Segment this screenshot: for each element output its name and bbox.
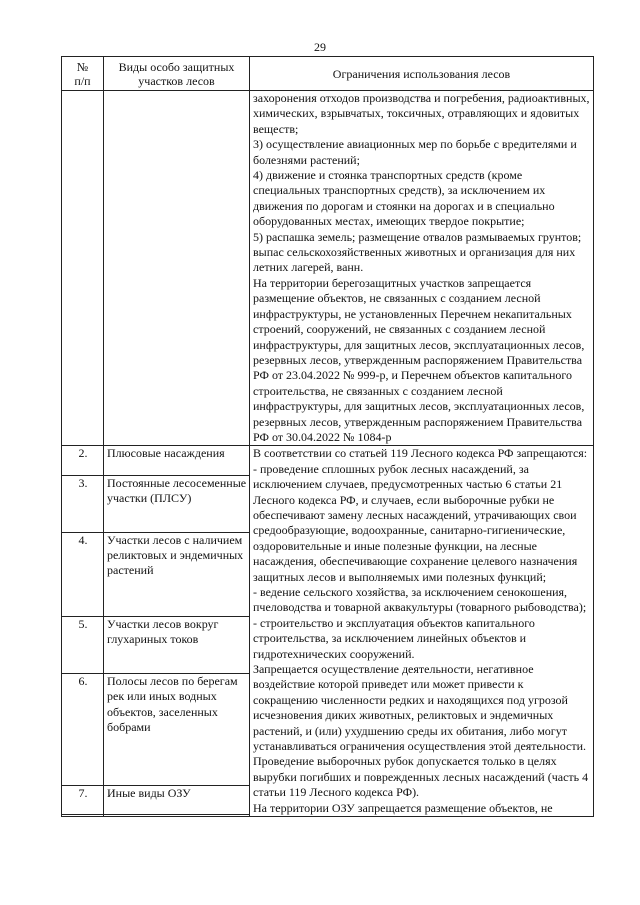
row-area-type: Плюсовые насаждения — [104, 446, 250, 475]
page-number: 29 — [314, 40, 326, 54]
restriction-paragraph: Запрещается осуществление деятельности, негативное воздействие которой приведет или может привести к сокращению численности редких и находящихся под угрозой исчезновения диких животных, реликтовых и эндемичных растений, и (или) ухудшению среды их обитания, либо могут устанавливаться ограничения осуществления этой деятельности. — [253, 662, 587, 754]
restrictions-table — [61, 56, 594, 817]
header-number: № п/п — [62, 57, 104, 91]
cell-type-filler — [104, 815, 250, 817]
header-restrictions: Ограничения использования лесов — [250, 57, 594, 91]
row-number: 3. — [62, 475, 104, 532]
cell-type-empty — [104, 91, 250, 446]
row-number: 2. — [62, 446, 104, 475]
table-header-row — [62, 57, 594, 91]
row-number: 6. — [62, 673, 104, 785]
row-number: 7. — [62, 785, 104, 814]
row-area-type: Иные виды ОЗУ — [104, 785, 250, 814]
restriction-paragraph: - проведение сплошных рубок лесных насаждений, за исключением случаев, предусмотренных частью 6 статьи 21 Лесного кодекса РФ, и случаев, если выборочные рубки не обеспечивают замену лесных насаждений, утрачивающих свои средообразующие, водоохранные, санитарно-гигиенические, оздоровительные и иные полезные функции, на лесные насаждения, обеспечивающие сохранение целевого назначения защитных лесов и выполняемых ими полезных функций; — [253, 461, 578, 584]
restriction-paragraph: 3) осуществление авиационных мер по борьбе с вредителями и болезнями растений; — [253, 137, 577, 167]
restriction-paragraph: На территории ОЗУ запрещается размещение объектов, не — [253, 800, 553, 815]
restriction-paragraph: захоронения отходов производства и погребения, радиоактивных, химических, взрывчатых, токсичных, отравляющих и ядовитых веществ; — [253, 91, 590, 136]
row-area-type: Полосы лесов по берегам рек или иных водных объектов, заселенных бобрами — [104, 673, 250, 785]
restriction-paragraph: - ведение сельского хозяйства, за исключением сенокошения, пчеловодства и товарной аквакультуры (товарного рыбоводства); — [253, 585, 587, 615]
restriction-paragraph: 5) распашка земель; размещение отвалов размываемых грунтов; выпас сельскохозяйственных животных и организация для них летних лагерей, ванн. — [253, 229, 582, 275]
row-number: 5. — [62, 617, 104, 674]
row-number: 4. — [62, 532, 104, 616]
row-area-type: Участки лесов с наличием реликтовых и эндемичных растений — [104, 532, 250, 616]
restriction-paragraph: 4) движение и стоянка транспортных средств (кроме специальных транспортных средств), за исключением их движения по дорогам и стоянки на дорогах и в специально оборудованных местах, имеющих твердое покрытие; — [253, 168, 555, 229]
table-row-continuation — [62, 91, 594, 446]
restriction-paragraph: Проведение выборочных рубок допускается только в целях вырубки погибших и поврежденных лесных насаждений (часть 4 статьи 119 Лесного кодекса РФ). — [253, 754, 589, 800]
restriction-paragraph: На территории берегозащитных участков запрещается размещение объектов, не связанных с созданием лесной инфраструктуры, не установленных Перечнем некапитальных строений, сооружений, не связанных с созданием лесной инфраструктуры, для защитных лесов, эксплуатационных лесов, резервных лесов, утвержденным распоряжением Правительства РФ от 23.04.2022 № 999-р, и Перечнем объектов капитального строительства, не связанных с созданием лесной инфраструктуры, для защитных лесов, эксплуатационных лесов, резервных лесов, утвержденным распоряжением Правительства РФ от 30.04.2022 № 1084-р — [253, 275, 585, 444]
row-area-type: Постоянные лесосеменные участки (ПЛСУ) — [104, 475, 250, 532]
cell-restrictions-merged — [250, 446, 594, 817]
cell-number-empty — [62, 91, 104, 446]
table-row — [62, 446, 594, 475]
cell-restrictions-continuation — [250, 91, 594, 446]
restriction-paragraph: - строительство и эксплуатация объектов капитального строительства, за исключением линейных объектов и гидротехнических сооружений. — [253, 615, 535, 661]
cell-number-filler — [62, 815, 104, 817]
restriction-paragraph: В соответствии со статьей 119 Лесного кодекса РФ запрещаются: — [253, 446, 588, 461]
header-area-type: Виды особо защитных участков лесов — [104, 57, 250, 91]
row-area-type: Участки лесов вокруг глухариных токов — [104, 617, 250, 674]
